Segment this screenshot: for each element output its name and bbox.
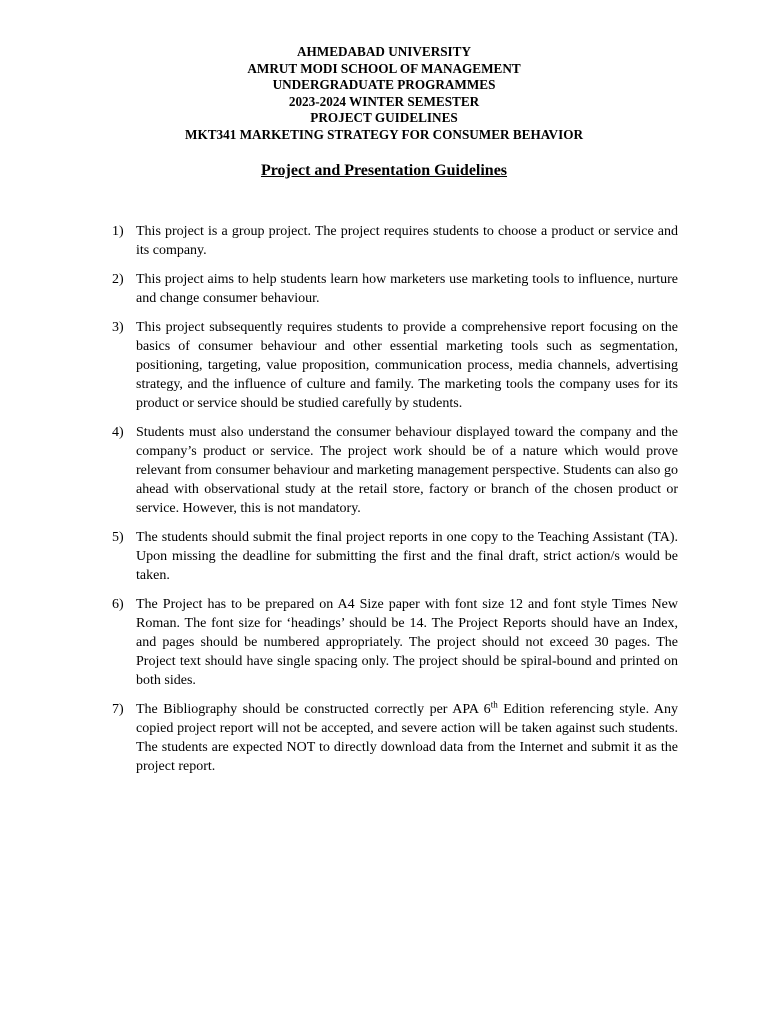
list-item [112,318,678,413]
list-item-text: This project subsequently requires students to provide a comprehensive report focusing on the basics of consumer behaviour and other essential marketing tools such as segmentation, positioning, targeting, value proposition, communication process, media channels, advertising strategy, and the influence of culture and family. The marketing tools the company uses for its product or service should be studied carefully by students. [136,320,678,411]
list-item-text: The students should submit the final project reports in one copy to the Teaching Assistant (TA). Upon missing the deadline for submitting the first and the final draft, strict action/s would be taken. [136,530,678,583]
list-item-number: 4) [112,425,124,440]
list-item [112,528,678,585]
guidelines-list [112,222,678,786]
list-item-number: 2) [112,272,124,287]
list-item-text: The Project has to be prepared on A4 Size paper with font size 12 and font style Times New Roman. The font size for ‘headings’ should be 14. The Project Reports should have an Index, and pages should be numbered appropriately. The project should not exceed 30 pages. The Project text should have single spacing only. The project should be spiral-bound and printed on both sides. [136,597,678,688]
list-item-text: This project is a group project. The project requires students to choose a product or service and its company. [136,224,678,258]
university-name: AHMEDABAD UNIVERSITY [296,44,472,59]
list-item [112,222,678,260]
course-name: MKT341 MARKETING STRATEGY FOR CONSUMER BEHAVIOR [185,126,583,142]
document-header [0,44,768,144]
list-item-text-end: Edition referencing style. Any copied project report will not be accepted, and severe action will be taken against such students. The students are expected NOT to directly download data from the Internet and submit it as the project report. [136,702,679,774]
list-item [112,595,678,690]
list-item [112,700,678,776]
list-item-number: 1) [112,224,124,239]
document-type-label: PROJECT GUIDELINES [310,110,458,126]
list-item-text: This project aims to help students learn how marketers use marketing tools to influence, nurture and change consumer behaviour. [136,272,678,306]
page-title: Project and Presentation Guidelines [260,162,508,179]
semester-label: 2023-2024 WINTER SEMESTER [288,93,480,109]
programme-name: UNDERGRADUATE PROGRAMMES [272,77,496,93]
list-item-number: 6) [112,597,124,612]
list-item [112,270,678,308]
school-name: AMRUT MODI SCHOOL OF MANAGEMENT [247,60,521,76]
list-item-text [136,700,678,776]
superscript-ordinal: th [490,699,498,710]
list-item-number: 3) [112,320,124,335]
list-item-number: 5) [112,530,124,545]
list-item-text-start: The Bibliography should be constructed correctly per APA 6 [136,702,491,717]
list-item [112,423,678,518]
list-item-number: 7) [112,702,124,717]
list-item-text: Students must also understand the consumer behaviour displayed toward the company and the company’s product or service. The project work should be of a nature which would prove relevant from consumer behaviour and marketing management perspective. Students can also go ahead with observational study at the retail store, factory or branch of the chosen product or service. However, this is not mandatory. [136,425,678,516]
